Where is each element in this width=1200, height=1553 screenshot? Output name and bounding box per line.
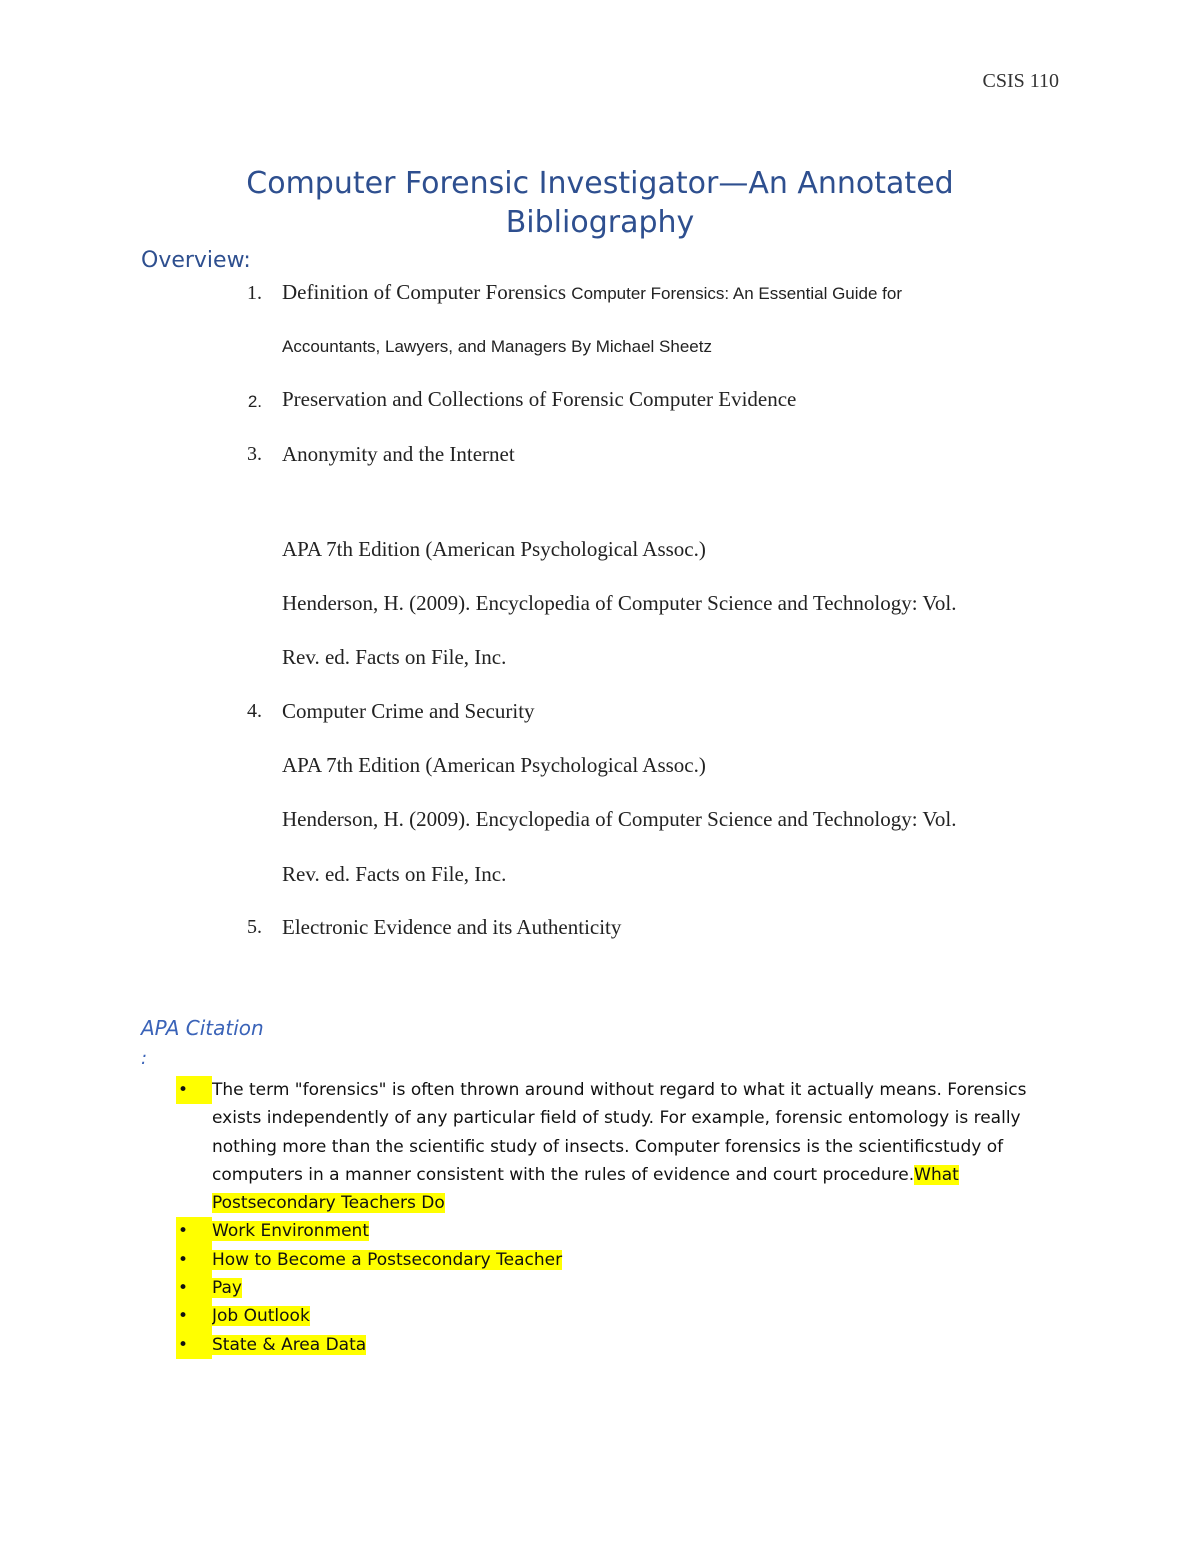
bullet-icon: • (178, 1249, 189, 1270)
bullet-icon: • (178, 1080, 189, 1100)
apa-citation-colon: : (141, 1048, 148, 1069)
title-line-1: Computer Forensic Investigator—An Annotated (246, 166, 954, 201)
item-1-text: Definition of Computer Forensics (282, 280, 567, 304)
list-item (176, 1302, 1076, 1330)
title-line-2: Bibliography (505, 205, 695, 240)
citation-a-style: APA 7th Edition (American Psychological Assoc.) (282, 537, 706, 561)
list-item-label: Job Outlook (212, 1306, 310, 1327)
list-item (176, 1274, 1076, 1302)
paragraph-line-2: exists independently of any particular field of study. For example, forensic entomology is really (212, 1108, 1021, 1129)
bullet-icon: • (178, 1221, 189, 1242)
item-1 (282, 280, 902, 305)
item-5-number: 5. (247, 916, 262, 938)
item-1-book-title: Computer Forensics: An Essential Guide for (571, 284, 902, 303)
citation-a-reference-cont: Rev. ed. Facts on File, Inc. (282, 645, 507, 669)
apa-citation-heading: APA Citation (141, 1016, 264, 1040)
list-item (176, 1246, 1076, 1274)
item-3-text: Anonymity and the Internet (282, 442, 515, 466)
paragraph-line-3: nothing more than the scientific study of insects. Computer forensics is the scientificstudy of (212, 1136, 1004, 1157)
highlighted-heading: Postsecondary Teachers Do (212, 1193, 445, 1214)
list-item-label: Work Environment (212, 1221, 370, 1242)
document-title (140, 164, 1060, 242)
course-header: CSIS 110 (982, 70, 1059, 92)
citation-b-reference-cont: Rev. ed. Facts on File, Inc. (282, 862, 507, 886)
citation-b-reference: Henderson, H. (2009). Encyclopedia of Computer Science and Technology: Vol. (282, 807, 957, 831)
item-2-number: 2. (247, 392, 262, 411)
list-item (176, 1076, 1076, 1217)
citation-a-reference: Henderson, H. (2009). Encyclopedia of Computer Science and Technology: Vol. (282, 591, 957, 615)
item-5-text: Electronic Evidence and its Authenticity (282, 915, 622, 939)
citation-b-style: APA 7th Edition (American Psychological Assoc.) (282, 753, 706, 777)
bullet-list (176, 1076, 1076, 1359)
highlighted-text: What (914, 1164, 959, 1185)
bullet-icon: • (178, 1334, 189, 1355)
item-1-number: 1. (247, 282, 262, 304)
paragraph-line-1: The term "forensics" is often thrown around without regard to what it actually means. Forensics (212, 1080, 1027, 1100)
list-item (176, 1331, 1076, 1359)
paragraph-line-4: computers in a manner consistent with the rules of evidence and court procedure. (212, 1164, 915, 1185)
bullet-icon: • (178, 1278, 189, 1299)
item-4-number: 4. (247, 700, 262, 722)
list-item (176, 1217, 1076, 1245)
item-4-text: Computer Crime and Security (282, 699, 535, 723)
list-item-label: State & Area Data (212, 1334, 367, 1355)
bullet-icon: • (178, 1306, 189, 1327)
overview-heading: Overview: (141, 248, 251, 273)
item-3-number: 3. (247, 443, 262, 465)
list-item-label: Pay (212, 1278, 242, 1299)
item-1-book-continuation: Accountants, Lawyers, and Managers By Michael Sheetz (282, 337, 712, 356)
item-2-text: Preservation and Collections of Forensic Computer Evidence (282, 387, 797, 411)
list-item-label: How to Become a Postsecondary Teacher (212, 1249, 563, 1270)
